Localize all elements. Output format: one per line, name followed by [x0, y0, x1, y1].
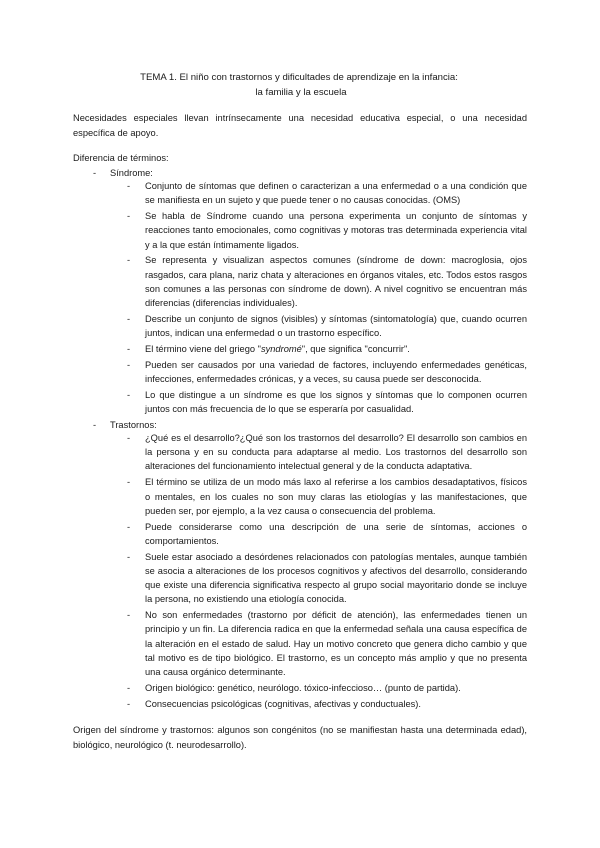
- intro-paragraph: Necesidades especiales llevan intrínsecamente una necesidad educativa especial, o una necesidad específica de apoyo.: [73, 113, 527, 138]
- dash-marker: -: [127, 211, 131, 222]
- section-subtitle: Diferencia de términos:: [73, 153, 169, 163]
- title-line-2: la familia y la escuela: [255, 87, 347, 98]
- dash-marker: -: [93, 420, 97, 430]
- dash-marker: -: [127, 610, 131, 621]
- dash-marker: -: [127, 359, 131, 370]
- sindrome-list: [127, 179, 527, 418]
- trastornos-list: [127, 431, 527, 713]
- document-title: [60, 70, 538, 100]
- title-line-1: TEMA 1. El niño con trastornos y dificultades de aprendizaje en la infancia:: [140, 72, 458, 83]
- dash-marker: -: [127, 521, 131, 532]
- list-item: - Suele estar asociado a desórdenes relacionados con patologías mentales, aunque también se asocia a alteraciones de los procesos cognitivos y afectivos del desarrollo, considerando que existe una diferencia significativa respecto al grupo social mayoritario donde se incluye la persona, no existiendo una etiología conocida.: [127, 551, 527, 605]
- dash-marker: -: [127, 313, 131, 324]
- list-item: - Conjunto de síntomas que definen o caracterizan a una enfermedad o a una condición que se manifiesta en un sujeto y que puede tener o no causas conocidas. (OMS): [127, 181, 527, 206]
- dash-marker: -: [127, 343, 131, 354]
- list-item: - Describe un conjunto de signos (visibles) y síntomas (sintomatología) que, cuando ocurren juntos, indican una enfermedad o un trastorno específico.: [127, 313, 527, 339]
- list-item: - No son enfermedades (trastorno por déficit de atención), las enfermedades tienen un principio y un fin. La diferencia radica en que la enfermedad señala una causa específica de la alteración en el estado de salud. Hay un motivo concreto que genera dicho cambio y que tal motivo es de tipo biológico. El trastorno, es un concepto más amplio y que no presenta una causa orgánico determinante.: [127, 610, 527, 677]
- dash-marker: -: [93, 168, 97, 178]
- list-item: - Origen biológico: genético, neurólogo. tóxico-infeccioso… (punto de partida).: [127, 681, 527, 695]
- dash-marker: -: [127, 389, 131, 400]
- list-item: - Consecuencias psicológicas (cognitivas, afectivas y conductuales).: [127, 697, 527, 711]
- list-item-greek: - El término viene del griego "syndromé", que significa "concurrir".: [127, 342, 527, 356]
- list-item: - El término se utiliza de un modo más laxo al referirse a los cambios desadaptativos, físicos o mentales, en los cuales no son muy claras las etiologías y las manifestaciones, que pueden ser, por ejemplo, a la vez causa o consecuencia del problema.: [127, 477, 527, 516]
- list-item: - Se habla de Síndrome cuando una persona experimenta un conjunto de síntomas y reacciones tanto emocionales, como cognitivas y motoras tras determinada experiencia vital y a la que están íntimamente ligados.: [127, 211, 527, 250]
- dash-marker: -: [127, 255, 131, 266]
- list-item: - ¿Qué es el desarrollo?¿Qué son los trastornos del desarrollo? El desarrollo son cambios en la persona y en su conducta para adaptarse al medio. Los trastornos del desarrollo son alteraciones del funcionamiento intelectual general y de la conducta adaptativa.: [127, 433, 527, 472]
- closing-paragraph: Origen del síndrome y trastornos: algunos son congénitos (no se manifiestan hasta una determinada edad), biológico, neurológico (t. neurodesarrollo).: [73, 725, 527, 750]
- list-item: - Pueden ser causados por una variedad de factores, incluyendo enfermedades genéticas, infecciones, enfermedades crónicas, y a veces, su causa puede ser desconocida.: [127, 359, 527, 385]
- list-item: - Se representa y visualizan aspectos comunes (síndrome de down: macroglosia, ojos rasgados, cara plana, nariz chata y alteraciones en órganos vitales, etc. Todos estos rasgos son comunes a las personas con síndrome de down). A nivel cognitivo se encuentran más diferencias (diferencias individuales).: [127, 255, 527, 308]
- dash-marker: -: [127, 551, 131, 562]
- list-item: - Lo que distingue a un síndrome es que los signos y síntomas que lo componen ocurren juntos con más frecuencia de lo que se esperaría por casualidad.: [127, 389, 527, 415]
- dash-marker: -: [127, 682, 131, 693]
- dash-marker: -: [127, 181, 131, 191]
- dash-marker: -: [127, 698, 131, 709]
- list-item: - Puede considerarse como una descripción de una serie de síntomas, acciones o comportamientos.: [127, 521, 527, 546]
- greek-word: syndromé: [260, 343, 302, 354]
- trastornos-label: Trastornos:: [110, 420, 157, 430]
- dash-marker: -: [127, 477, 131, 488]
- dash-marker: -: [127, 433, 131, 443]
- sindrome-label: Síndrome:: [110, 168, 153, 178]
